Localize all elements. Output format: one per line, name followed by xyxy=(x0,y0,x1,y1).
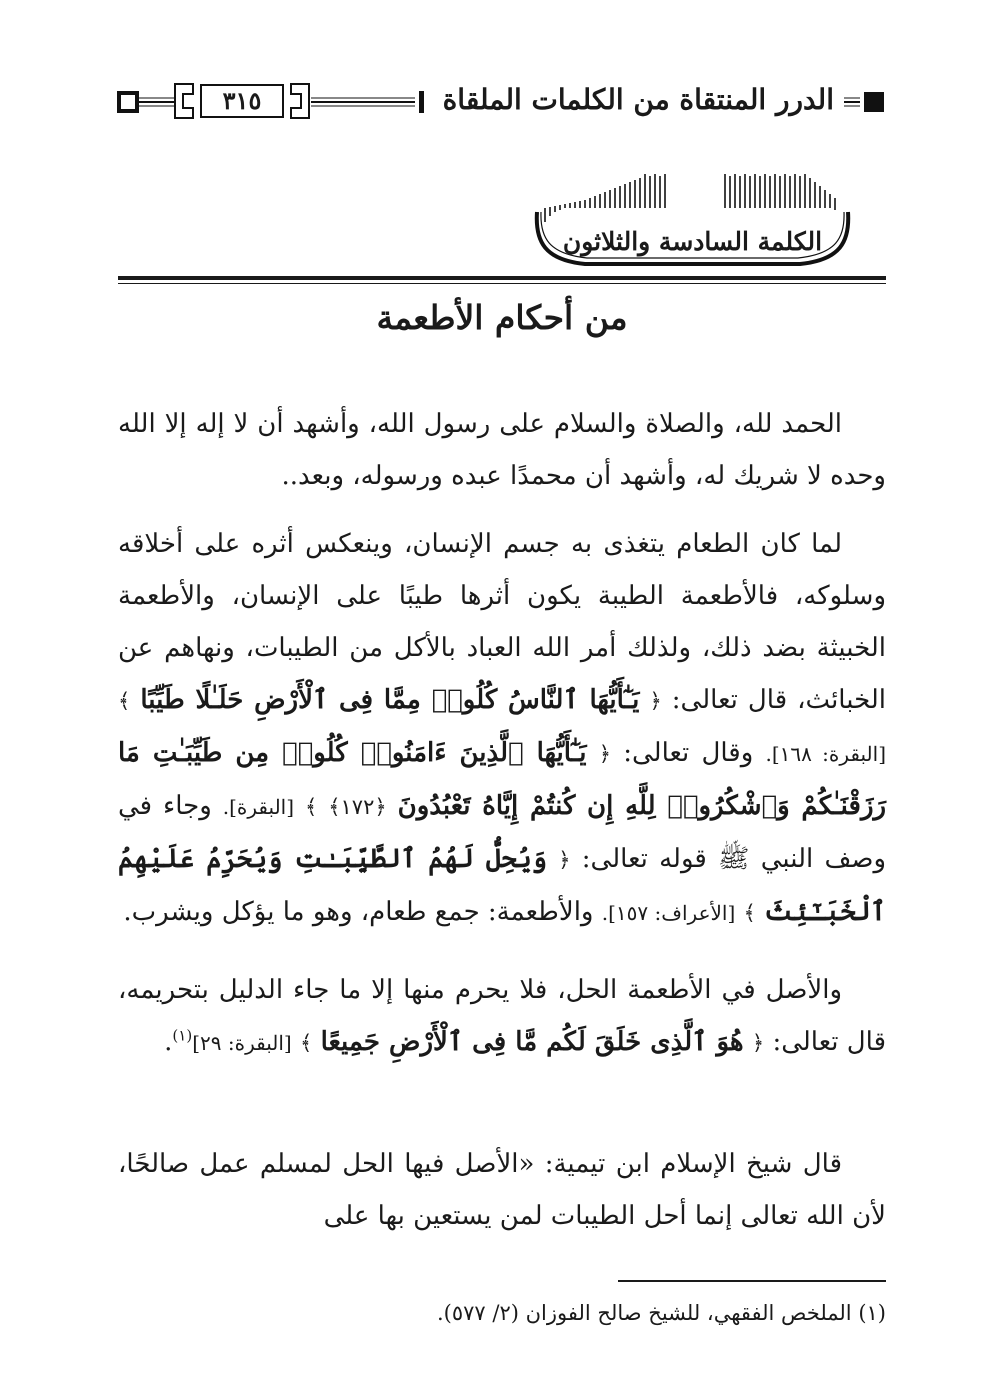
quran-verse: يَـٰٓأَيُّهَا ٱلَّذِينَ ءَامَنُوا۟ كُلُوا۟ مِن طَيِّبَـٰتِ مَا رَزَقْنَـٰكُمْ وَٱشْكُرُوا۟ لِلَّهِ إِن كُنتُمْ إِيَّاهُ تَعْبُدُونَ xyxy=(118,738,887,821)
verse-citation: [البقرة: ١٦٨]. xyxy=(765,742,887,766)
paragraph-text: لما كان الطعام يتغذى به جسم الإنسان، وينعكس أثره على أخلاقه وسلوكه، فالأطعمة الطيبة يكون أثرها طيبًا على الإنسان، والأطعمة الخبيثة بضد ذلك، ولذلك أمر الله العباد بالأكل من الطيبات، ونهاهم عن الخبائث، قال تعالى: xyxy=(118,529,887,715)
quran-verse: يَـٰٓأَيُّهَا ٱلنَّاسُ كُلُوا۟ مِمَّا فِى ٱلْأَرْضِ حَلَـٰلًا طَيِّبًا xyxy=(140,685,640,715)
verse-citation: [البقرة: ٢٩] xyxy=(192,1031,292,1055)
section-label: الكلمة السادسة والثلاثون xyxy=(562,227,823,256)
footnote-ref[interactable]: (١) xyxy=(172,1026,193,1045)
quran-bracket-close: ﴾ xyxy=(304,795,318,819)
paragraph-text: وجاء في وصف النبي ﷺ قوله تعالى: xyxy=(118,791,887,874)
title-divider-thin xyxy=(118,283,886,284)
paragraph-principle xyxy=(118,964,886,1069)
paragraph-text: وقال تعالى: xyxy=(623,738,754,768)
page-number: ٣١٥ xyxy=(222,86,262,115)
quran-bracket-close: ﴾ xyxy=(118,689,131,713)
paragraph-text: والأطعمة: جمع طعام، وهو ما يؤكل ويشرب. xyxy=(123,897,594,927)
quran-bracket-open: ﴿ xyxy=(558,848,571,872)
paragraph-text: قال شيخ الإسلام ابن تيمية: «الأصل فيها الحل لمسلم عمل صالحًا، لأن الله تعالى إنما أحل الطيبات لمن يستعين بها على xyxy=(118,1149,886,1231)
footnote-separator xyxy=(618,1280,886,1282)
verse-citation: [البقرة]. xyxy=(222,795,295,819)
running-header xyxy=(115,76,890,126)
page-title: من أحكام الأطعمة xyxy=(376,298,628,337)
quran-verse: هُوَ ٱلَّذِى خَلَقَ لَكُم مَّا فِى ٱلْأَرْضِ جَمِيعًا xyxy=(320,1027,744,1057)
quran-bracket-close: ﴾ xyxy=(299,1031,313,1055)
quran-bracket-close: ﴾ xyxy=(743,901,756,925)
opening-text: الحمد لله، والصلاة والسلام على رسول الله، وأشهد أن لا إله إلا الله وحده لا شريك له، وأشهد أن محمدًا عبده ورسوله، وبعد.. xyxy=(118,409,886,491)
ayah-number: ﴿١٧٢﴾ xyxy=(328,795,387,819)
verse-citation: [الأعراف: ١٥٧]. xyxy=(601,901,736,925)
quran-bracket-open: ﴿ xyxy=(598,742,612,766)
title-divider xyxy=(118,276,886,280)
paragraph-food-effect xyxy=(118,518,886,939)
quran-bracket-open: ﴿ xyxy=(649,689,662,713)
footnote: (١) الملخص الفقهي، للشيخ صالح الفوزان (٢/ ٥٧٧). xyxy=(437,1301,886,1325)
paragraph-end: . xyxy=(164,1027,173,1057)
quran-bracket-open: ﴿ xyxy=(751,1031,765,1055)
book-title: الدرر المنتقاة من الكلمات الملقاة xyxy=(433,78,844,122)
section-banner xyxy=(525,172,860,282)
paragraph-ibn-taymiyyah xyxy=(118,1138,886,1242)
paragraph-text: والأصل في الأطعمة الحل، فلا يحرم منها إلا ما جاء الدليل بتحريمه، قال تعالى: xyxy=(118,975,886,1057)
quran-verse: وَيُحِلُّ لَهُمُ ٱلطَّيِّبَـٰتِ وَيُحَرِّمُ عَلَيْهِمُ ٱلْخَبَـٰٓئِثَ xyxy=(118,844,886,927)
paragraph-opening xyxy=(118,398,886,502)
